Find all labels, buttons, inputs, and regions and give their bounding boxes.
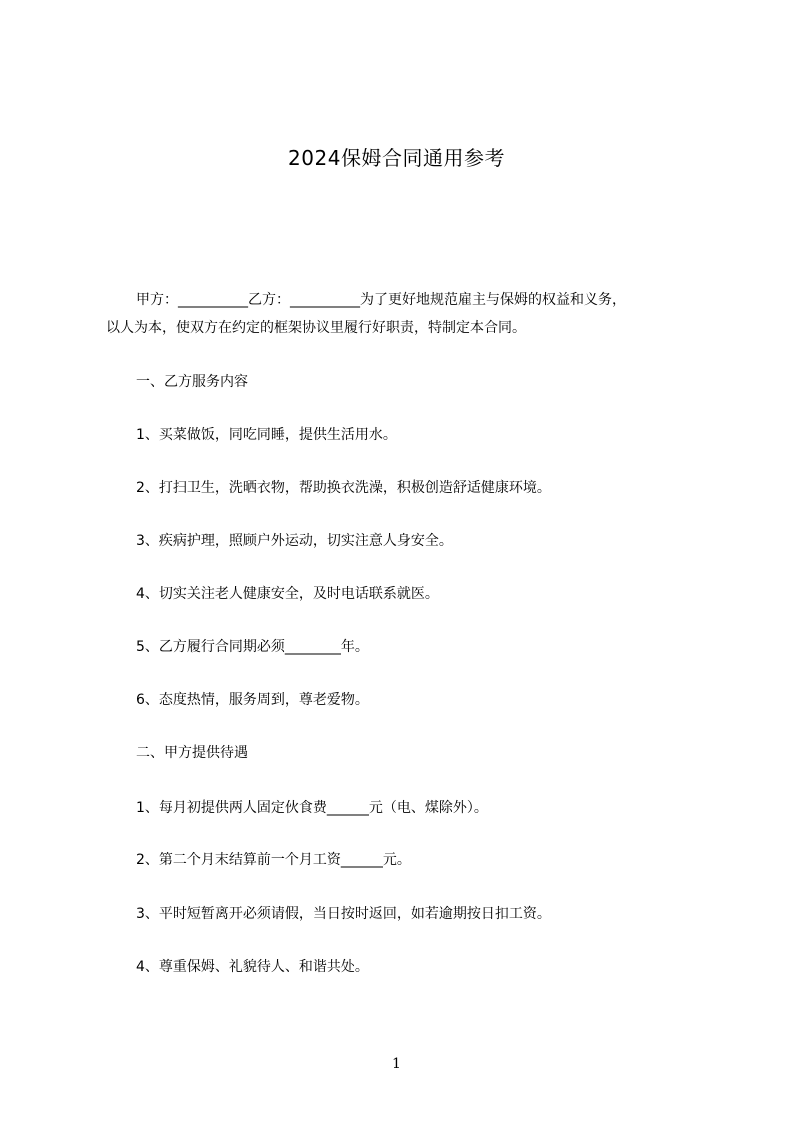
service-item-3: 3、疾病护理，照顾户外运动，切实注意人身安全。 [136,533,453,549]
service-item-2: 2、打扫卫生，洗晒衣物，帮助换衣洗澡，积极创造舒适健康环境。 [136,480,551,496]
benefit-item-3: 3、平时短暂离开必须请假，当日按时返回，如若逾期按日扣工资。 [136,906,551,922]
page-number: 1 [392,1056,401,1072]
section-heading-service: 一、乙方服务内容 [136,374,248,390]
service-item-5: 5、乙方履行合同期必须________年。 [136,639,369,655]
benefit-item-4: 4、尊重保姆、礼貌待人、和谐共处。 [136,959,369,975]
service-item-4: 4、切实关注老人健康安全，及时电话联系就医。 [136,586,439,602]
section-heading-benefits: 二、甲方提供待遇 [136,745,248,761]
document-title: 2024保姆合同通用参考 [288,146,505,170]
benefit-item-2: 2、第二个月末结算前一个月工资______元。 [136,852,411,868]
service-item-1: 1、买菜做饭，同吃同睡，提供生活用水。 [136,427,397,443]
benefit-item-1: 1、每月初提供两人固定伙食费______元（电、煤除外）。 [136,800,488,816]
intro-line-2: 以人为本，使双方在约定的框架协议里履行好职责，特制定本合同。 [106,320,526,336]
intro-line-1: 甲方：__________乙方：__________为了更好地规范雇主与保姆的权益和义务， [136,292,626,308]
service-item-6: 6、态度热情，服务周到，尊老爱物。 [136,692,369,708]
